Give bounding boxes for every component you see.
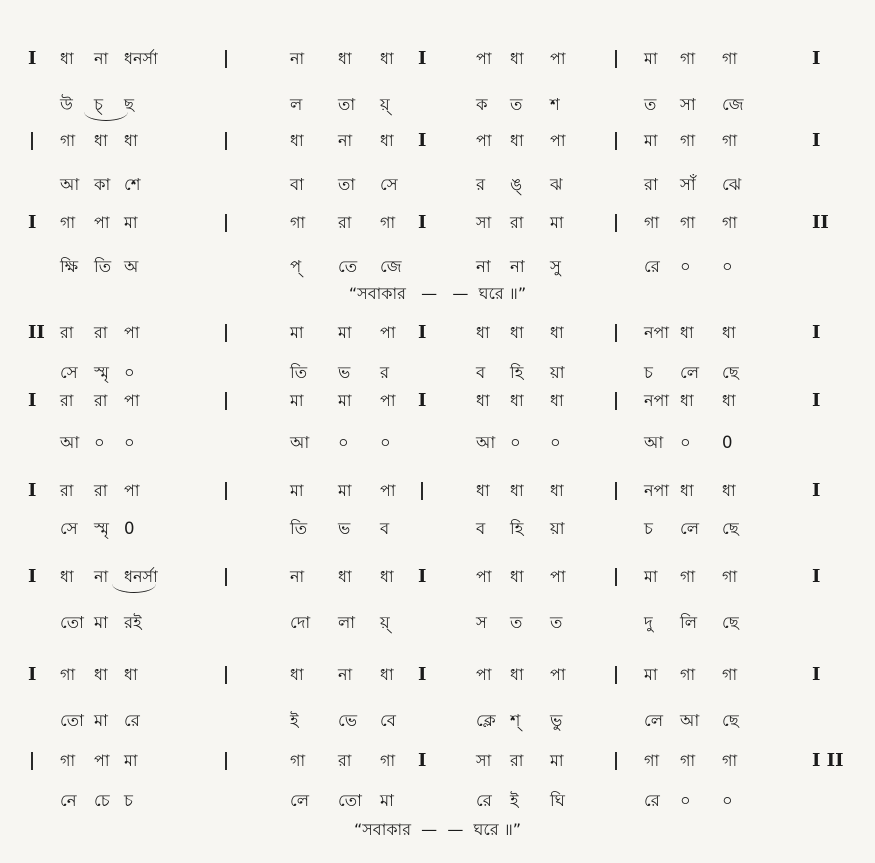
lyric-syllable: চে — [94, 791, 110, 810]
bar-mark: I — [28, 212, 37, 233]
swara-note: মা — [338, 323, 352, 342]
swara-line — [0, 44, 875, 74]
swara-note: ধা — [476, 323, 490, 342]
swara-note: ধা — [290, 665, 304, 684]
swara-note: পা — [124, 481, 140, 500]
swara-line — [0, 660, 875, 690]
lyric-syllable: সে — [60, 363, 78, 382]
lyric-line — [0, 786, 875, 816]
lyric-syllable: য়া — [550, 363, 565, 382]
lyric-syllable: চ — [644, 519, 653, 538]
swara-note: গা — [60, 751, 76, 770]
swara-note: ধা — [550, 391, 564, 410]
swara-note: মা — [290, 481, 304, 500]
bar-mark: II — [28, 322, 45, 343]
swara-note: ধা — [510, 323, 524, 342]
swara-note: ধা — [722, 481, 736, 500]
swara-note: ধা — [380, 665, 394, 684]
lyric-syllable: ০ — [94, 433, 105, 452]
swara-note: মা — [644, 567, 658, 586]
bar-mark: I — [28, 480, 37, 501]
swara-note: ধা — [290, 131, 304, 150]
bar-line — [225, 392, 227, 410]
lyric-syllable: জে — [722, 95, 744, 114]
swara-note: মা — [290, 391, 304, 410]
lyric-syllable: ঝ — [550, 175, 563, 194]
lyric-syllable: 0 — [722, 433, 733, 452]
swara-note: ধা — [510, 131, 524, 150]
swara-note: মা — [550, 213, 564, 232]
lyric-syllable: ছে — [722, 363, 739, 382]
swara-note: পা — [380, 323, 396, 342]
swara-note: ধা — [338, 567, 352, 586]
swara-note: মা — [644, 665, 658, 684]
bar-mark: I — [28, 566, 37, 587]
lyric-syllable: কা — [94, 175, 111, 194]
swara-note: পা — [550, 665, 566, 684]
lyric-syllable: ০ — [722, 791, 733, 810]
lyric-syllable: শ্ — [510, 711, 521, 730]
swara-note: গা — [680, 665, 696, 684]
bar-line — [225, 482, 227, 500]
bar-line — [225, 214, 227, 232]
swara-note: গা — [722, 751, 738, 770]
lyric-syllable: তো — [60, 613, 84, 632]
lyric-syllable: ০ — [124, 433, 135, 452]
swara-note: মা — [290, 323, 304, 342]
swara-note: পা — [476, 567, 492, 586]
swara-note: নপা — [644, 481, 670, 500]
lyric-syllable: ভু — [550, 711, 563, 730]
lyric-syllable: ভ — [338, 363, 351, 382]
lyric-line — [0, 358, 875, 388]
lyric-syllable: তি — [290, 363, 308, 382]
lyric-syllable: রে — [644, 257, 660, 276]
swara-note: ধা — [722, 323, 736, 342]
swara-note: গা — [680, 49, 696, 68]
swara-note: রা — [60, 323, 74, 342]
lyric-syllable: সা — [680, 95, 696, 114]
swara-note: ধা — [550, 481, 564, 500]
bar-mark: I — [418, 48, 427, 69]
swara-note: মা — [338, 391, 352, 410]
lyric-syllable: তো — [60, 711, 84, 730]
bar-mark: I — [28, 664, 37, 685]
swara-note: ধা — [94, 131, 108, 150]
lyric-syllable: শে — [124, 175, 141, 194]
swara-note: গা — [380, 213, 396, 232]
swara-note: পা — [476, 665, 492, 684]
lyric-syllable: ক — [476, 95, 488, 114]
swara-note: গা — [722, 49, 738, 68]
lyric-syllable: ক্লে — [476, 711, 496, 730]
bar-mark: I — [812, 130, 821, 151]
lyric-syllable: ত — [510, 613, 523, 632]
lyric-syllable: রা — [644, 175, 658, 194]
lyric-syllable: স্মৃ — [94, 363, 109, 382]
swara-note: গা — [644, 751, 660, 770]
lyric-syllable: মা — [94, 613, 108, 632]
swara-note: গা — [380, 751, 396, 770]
swara-note: নপা — [644, 323, 670, 342]
swara-note: রা — [60, 391, 74, 410]
lyric-syllable: বে — [380, 711, 396, 730]
lyric-syllable: চ — [124, 791, 133, 810]
swara-line — [0, 386, 875, 416]
lyric-syllable: মা — [94, 711, 108, 730]
bar-mark: I — [812, 664, 821, 685]
swara-note: ধা — [510, 49, 524, 68]
bar-line — [615, 324, 617, 342]
bar-mark: I — [418, 212, 427, 233]
swara-note: না — [94, 49, 109, 68]
swara-note: গা — [60, 131, 76, 150]
lyric-syllable: য়্ — [380, 613, 390, 632]
swara-note: না — [94, 567, 109, 586]
swara-note: রা — [60, 481, 74, 500]
swara-note: রা — [338, 213, 352, 232]
lyric-syllable: ভ — [338, 519, 351, 538]
swara-note: পা — [550, 567, 566, 586]
lyric-syllable: আ — [476, 433, 496, 452]
swara-note: না — [338, 665, 353, 684]
lyric-syllable: ০ — [680, 433, 691, 452]
swara-note: সা — [476, 213, 492, 232]
bar-mark: I — [28, 48, 37, 69]
lyric-syllable: ০ — [722, 257, 733, 276]
swara-note: রা — [510, 213, 524, 232]
lyric-syllable: ছে — [722, 711, 739, 730]
swara-note: ধা — [380, 131, 394, 150]
swara-note: ধা — [680, 391, 694, 410]
lyric-syllable: ব — [476, 519, 486, 538]
bar-line — [225, 752, 227, 770]
swara-note: ধা — [476, 481, 490, 500]
bar-line — [31, 132, 33, 150]
bar-line — [615, 666, 617, 684]
swara-note: ধা — [338, 49, 352, 68]
lyric-syllable: সু — [550, 257, 561, 276]
lyric-syllable: লে — [644, 711, 663, 730]
lyric-syllable: ০ — [124, 363, 135, 382]
swara-note: না — [290, 567, 305, 586]
lyric-syllable: আ — [680, 711, 700, 730]
lyric-syllable: ০ — [680, 257, 691, 276]
swara-note: ধা — [722, 391, 736, 410]
bar-mark: I — [418, 750, 427, 771]
bar-mark: I — [418, 322, 427, 343]
lyric-syllable: মা — [380, 791, 394, 810]
lyric-syllable: অ — [124, 257, 139, 276]
swara-note: ধা — [510, 391, 524, 410]
lyric-syllable: ০ — [380, 433, 391, 452]
lyric-syllable: সে — [380, 175, 398, 194]
swara-note: ধা — [550, 323, 564, 342]
swara-note: ধা — [680, 323, 694, 342]
bar-line — [615, 568, 617, 586]
lyric-syllable: লা — [338, 613, 356, 632]
lyric-syllable: ত — [644, 95, 657, 114]
swara-note: পা — [124, 323, 140, 342]
lyric-syllable: আ — [644, 433, 664, 452]
swara-note: রা — [510, 751, 524, 770]
swara-note: মা — [124, 213, 138, 232]
lyric-syllable: হি — [510, 519, 524, 538]
lyric-syllable: ব — [476, 363, 486, 382]
swara-note: পা — [380, 481, 396, 500]
lyric-syllable: দো — [290, 613, 311, 632]
swara-note: গা — [60, 213, 76, 232]
lyric-line — [0, 90, 875, 120]
lyric-syllable: না — [476, 257, 491, 276]
swara-note: ধা — [510, 665, 524, 684]
swara-note: পা — [94, 751, 110, 770]
lyric-syllable: স — [476, 613, 487, 632]
swara-note: পা — [124, 391, 140, 410]
swara-note: পা — [476, 49, 492, 68]
swara-line — [0, 476, 875, 506]
swara-note: না — [290, 49, 305, 68]
lyric-line — [0, 428, 875, 458]
swara-note: গা — [680, 567, 696, 586]
lyric-syllable: রে — [124, 711, 140, 730]
bar-line — [225, 568, 227, 586]
bar-line — [615, 752, 617, 770]
bar-line — [225, 132, 227, 150]
bar-line — [615, 132, 617, 150]
lyric-syllable: ল — [290, 95, 303, 114]
lyric-syllable: ছে — [722, 613, 739, 632]
swara-note: গা — [722, 213, 738, 232]
swara-note: পা — [550, 49, 566, 68]
swara-note: রা — [338, 751, 352, 770]
lyric-line — [0, 252, 875, 282]
lyric-syllable: জে — [380, 257, 402, 276]
swara-note: ধা — [380, 49, 394, 68]
swara-note: ধনর্সা — [124, 567, 158, 586]
swara-note: নপা — [644, 391, 670, 410]
lyric-syllable: স্মৃ — [94, 519, 109, 538]
swara-note: ধা — [510, 567, 524, 586]
swara-note: গা — [290, 751, 306, 770]
bar-mark: I II — [812, 750, 844, 771]
lyric-syllable: ঝে — [722, 175, 742, 194]
lyric-line — [0, 706, 875, 736]
bar-line — [615, 482, 617, 500]
lyric-syllable: র — [476, 175, 486, 194]
swara-note: গা — [60, 665, 76, 684]
bar-mark: I — [418, 566, 427, 587]
lyric-syllable: চ্ — [94, 95, 103, 114]
lyric-syllable: না — [510, 257, 525, 276]
swara-note: গা — [722, 665, 738, 684]
lyric-syllable: য়া — [550, 519, 565, 538]
bar-mark: I — [812, 322, 821, 343]
lyric-syllable: র — [380, 363, 390, 382]
bar-line — [615, 214, 617, 232]
bar-mark: I — [812, 566, 821, 587]
swara-note: ধা — [124, 131, 138, 150]
lyric-syllable: রে — [476, 791, 492, 810]
lyric-syllable: লে — [680, 363, 699, 382]
swara-note: সা — [476, 751, 492, 770]
lyric-syllable: তি — [290, 519, 308, 538]
lyric-syllable: রই — [124, 613, 142, 632]
swara-note: ধা — [60, 49, 74, 68]
lyric-syllable: প্ — [290, 257, 302, 276]
swara-note: ধা — [60, 567, 74, 586]
lyric-syllable: 0 — [124, 519, 135, 538]
lyric-syllable: য়্ — [380, 95, 390, 114]
lyric-syllable: ছ — [124, 95, 134, 114]
lyric-syllable: ঘি — [550, 791, 565, 810]
lyric-syllable: ত — [510, 95, 523, 114]
swara-note: রা — [94, 323, 108, 342]
swara-note: মা — [550, 751, 564, 770]
swara-note: গা — [722, 131, 738, 150]
lyric-syllable: লি — [680, 613, 698, 632]
lyric-syllable: ব — [380, 519, 390, 538]
lyric-syllable: চ — [644, 363, 653, 382]
swara-note: পা — [476, 131, 492, 150]
lyric-syllable: তে — [338, 257, 358, 276]
swara-note: গা — [722, 567, 738, 586]
swara-note: মা — [338, 481, 352, 500]
swara-note: মা — [124, 751, 138, 770]
bar-line — [225, 666, 227, 684]
lyric-syllable: লে — [680, 519, 699, 538]
lyric-syllable: দু — [644, 613, 653, 632]
lyric-syllable: আ — [290, 433, 310, 452]
lyric-syllable: ই — [290, 711, 299, 730]
bar-mark: I — [812, 390, 821, 411]
lyric-syllable: তি — [94, 257, 112, 276]
lyric-syllable: ঙ্ — [510, 175, 523, 194]
lyric-syllable: ০ — [510, 433, 521, 452]
lyric-syllable: ০ — [338, 433, 349, 452]
lyric-line — [0, 514, 875, 544]
bar-line — [615, 392, 617, 410]
swara-note: গা — [680, 751, 696, 770]
bar-mark: I — [812, 480, 821, 501]
swara-line — [0, 208, 875, 238]
lyric-syllable: সাঁ — [680, 175, 696, 194]
swara-note: মা — [644, 131, 658, 150]
swara-note: না — [338, 131, 353, 150]
bar-line — [225, 50, 227, 68]
lyric-syllable: আ — [60, 433, 80, 452]
lyric-syllable: নে — [60, 791, 77, 810]
lyric-syllable: আ — [60, 175, 80, 194]
swara-line — [0, 318, 875, 348]
swara-note: রা — [94, 391, 108, 410]
refrain-line: “সবাকার — — ঘরে ॥” — [353, 820, 522, 839]
swara-note: পা — [380, 391, 396, 410]
lyric-syllable: তা — [338, 175, 356, 194]
swara-note: গা — [290, 213, 306, 232]
bar-line — [31, 752, 33, 770]
swara-note: গা — [680, 213, 696, 232]
swara-note: গা — [644, 213, 660, 232]
swara-note: গা — [680, 131, 696, 150]
lyric-syllable: ত — [550, 613, 563, 632]
bar-line — [225, 324, 227, 342]
lyric-syllable: তো — [338, 791, 362, 810]
bar-line — [615, 50, 617, 68]
lyric-syllable: ০ — [550, 433, 561, 452]
swara-note: ধা — [476, 391, 490, 410]
lyric-syllable: শ — [550, 95, 560, 114]
swara-line — [0, 126, 875, 156]
lyric-syllable: হি — [510, 363, 524, 382]
swara-note: ধা — [380, 567, 394, 586]
swara-note: রা — [94, 481, 108, 500]
lyric-syllable: ক্ষি — [60, 257, 79, 276]
lyric-syllable: লে — [290, 791, 309, 810]
lyric-line — [0, 170, 875, 200]
lyric-syllable: ০ — [680, 791, 691, 810]
swara-note: ধা — [94, 665, 108, 684]
swara-note: ধা — [124, 665, 138, 684]
bar-mark: I — [812, 48, 821, 69]
lyric-syllable: উ — [60, 95, 73, 114]
swara-line — [0, 746, 875, 776]
lyric-syllable: ই — [510, 791, 519, 810]
lyric-syllable: রে — [644, 791, 660, 810]
refrain-line: “সবাকার — — ঘরে ॥” — [348, 284, 527, 303]
swara-note: ধা — [680, 481, 694, 500]
bar-mark: II — [812, 212, 829, 233]
lyric-syllable: বা — [290, 175, 304, 194]
bar-mark: I — [418, 664, 427, 685]
lyric-line — [0, 608, 875, 638]
lyric-syllable: সে — [60, 519, 78, 538]
bar-mark: I — [418, 130, 427, 151]
swara-note: মা — [644, 49, 658, 68]
bar-mark: I — [418, 390, 427, 411]
swara-note: ধা — [510, 481, 524, 500]
swara-note: পা — [94, 213, 110, 232]
lyric-syllable: ভে — [338, 711, 357, 730]
lyric-syllable: ছে — [722, 519, 739, 538]
bar-line — [421, 482, 423, 500]
swara-note: পা — [550, 131, 566, 150]
lyric-syllable: তা — [338, 95, 356, 114]
swara-note: ধনর্সা — [124, 49, 158, 68]
bar-mark: I — [28, 390, 37, 411]
